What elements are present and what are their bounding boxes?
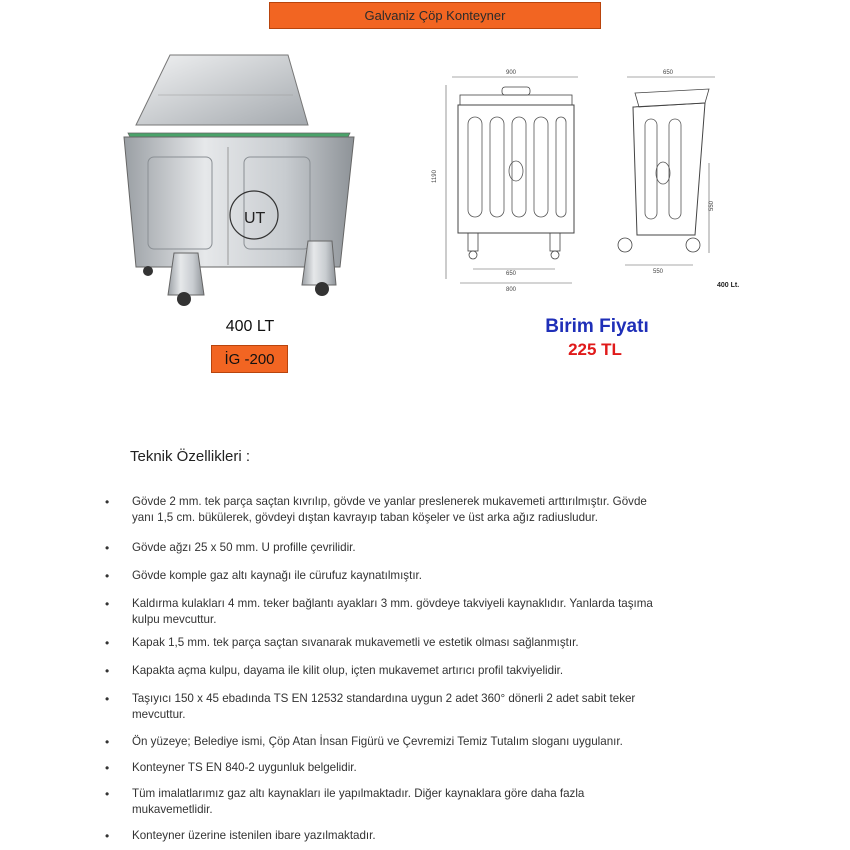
list-item: • Gövde ağzı 25 x 50 mm. U profille çevrilidir.	[105, 541, 356, 555]
bullet-icon: •	[105, 636, 110, 650]
list-item: • Tüm imalatlarımız gaz altı kaynakları ile yapılmaktadır. Diğer kaynaklara göre daha fazla mukavemetlidir.	[105, 787, 585, 816]
list-item: • Taşıyıcı 150 x 45 ebadında TS EN 12532 standardına uygun 2 adet 360° dönerli 2 adet sabit teker mevcuttur.	[105, 692, 636, 721]
technical-drawing-front	[432, 63, 590, 295]
list-item: • Kaldırma kulakları 4 mm. teker bağlantı ayakları 3 mm. gövdeye takviyeli kaynaklıdır. Yanlarda taşıma kulpu mevcuttur.	[105, 597, 653, 626]
bullet-icon: •	[105, 569, 110, 583]
bullet-icon: •	[105, 597, 110, 611]
bullet-icon: •	[105, 787, 110, 801]
page-title: Galvaniz Çöp Konteyner	[269, 2, 601, 29]
dim-front-top: 900	[506, 70, 517, 76]
dim-side-top: 650	[663, 70, 674, 76]
bullet-icon: •	[105, 495, 110, 509]
bullet-icon: •	[105, 829, 110, 843]
list-item: • Kapakta açma kulpu, dayama ile kilit olup, içten mukavemet artırıcı profil takviyelidir.	[105, 664, 564, 678]
technical-drawing-side	[605, 63, 755, 295]
price-value: 225 TL	[568, 340, 622, 359]
list-item: • Ön yüzeye; Belediye ismi, Çöp Atan İnsan Figürü ve Çevremizi Temiz Tutalım sloganı uygulanır.	[105, 735, 623, 749]
dim-front-inner: 650	[506, 271, 517, 277]
dim-front-outer: 800	[506, 287, 517, 293]
product-code-badge: İG -200	[211, 345, 288, 373]
bullet-icon: •	[105, 664, 110, 678]
specs-heading: Teknik Özellikleri :	[130, 448, 251, 465]
bullet-icon: •	[105, 735, 110, 749]
dim-side-height: 550	[709, 200, 715, 211]
bullet-icon: •	[105, 692, 110, 706]
list-item: • Gövde komple gaz altı kaynağı ile cürufuz kaynatılmıştır.	[105, 569, 422, 583]
drawing-caption: 400 Lt.	[717, 282, 740, 289]
list-item: • Gövde 2 mm. tek parça saçtan kıvrılıp, gövde ve yanlar preslenerek mukavemeti arttırılmıştır. Gövde yanı 1,5 cm. bükülerek, gövdeyi dıştan kavrayıp taban köşeler ve üst arka ağız radiusludur.	[105, 495, 647, 524]
capacity-label: 400 LT	[225, 318, 275, 335]
list-item: • Konteyner TS EN 840-2 uygunluk belgelidir.	[105, 761, 357, 775]
dim-side-base: 550	[653, 269, 664, 275]
bullet-icon: •	[105, 761, 110, 775]
list-item: • Konteyner üzerine istenilen ibare yazılmaktadır.	[105, 829, 376, 843]
bullet-icon: •	[105, 541, 110, 555]
list-item: • Kapak 1,5 mm. tek parça saçtan sıvanarak mukavemetli ve estetik olması sağlanmıştır.	[105, 636, 579, 650]
price-heading: Birim Fiyatı	[545, 316, 649, 337]
container-photo	[118, 55, 354, 307]
dim-front-height: 1190	[432, 170, 438, 183]
svg-text:UT: UT	[244, 210, 266, 227]
